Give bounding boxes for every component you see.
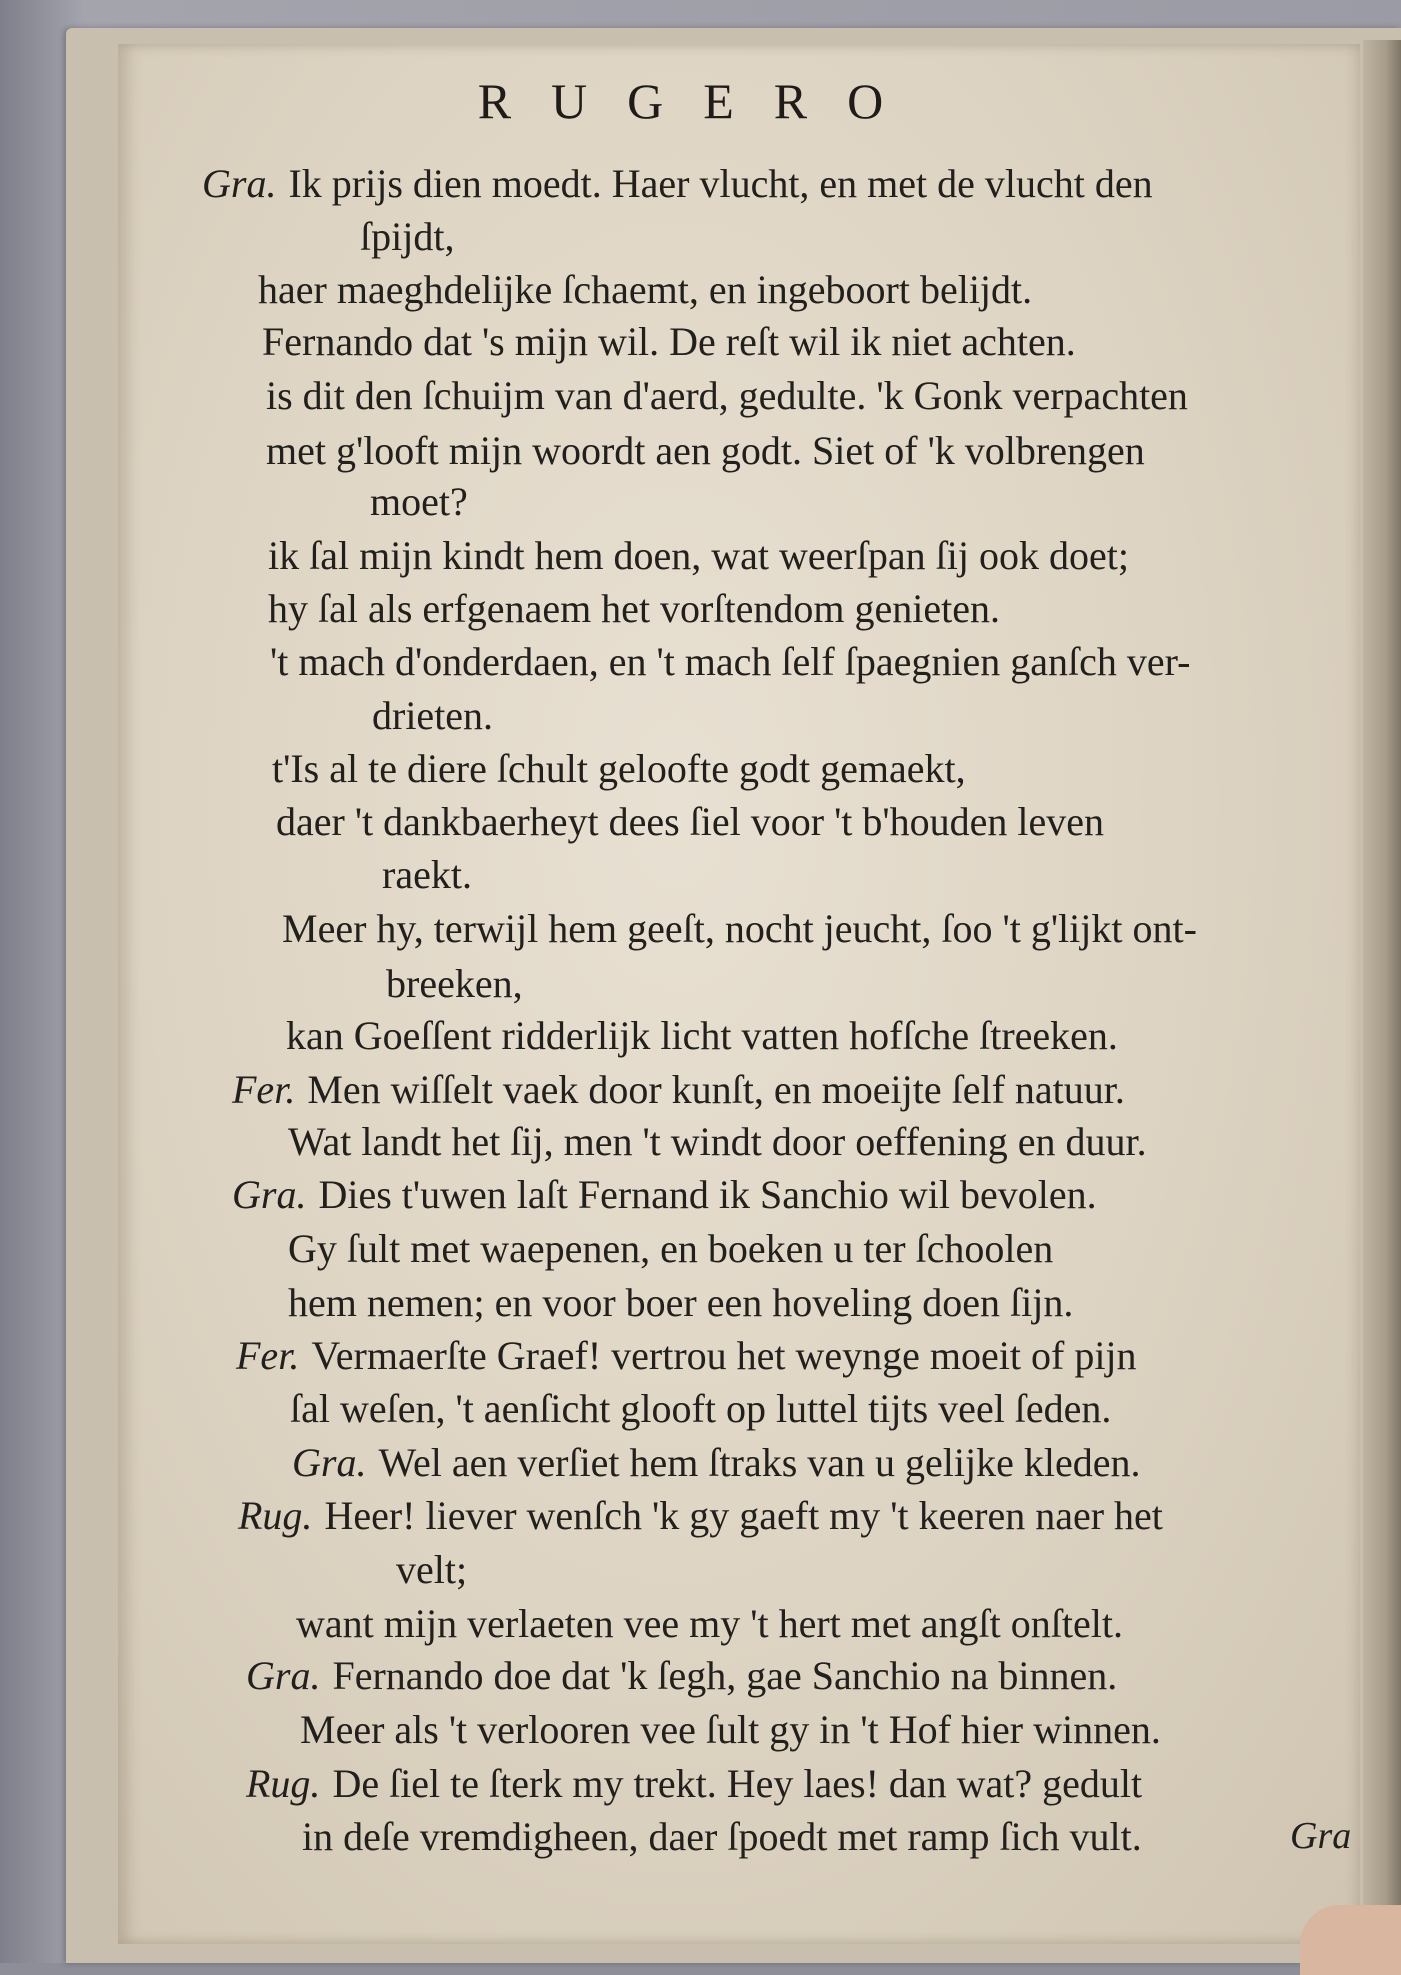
verse-line xyxy=(236,1332,1137,1379)
verse-line xyxy=(288,1118,1147,1165)
line-text: raekt. xyxy=(382,852,472,897)
verse-line xyxy=(288,1279,1073,1326)
speaker-label: Gra. xyxy=(292,1440,367,1485)
line-text: in deſe vremdigheen, daer ſpoedt met ramp ſich vult. xyxy=(302,1814,1142,1859)
verse-line xyxy=(382,851,472,898)
line-text: ſpijdt, xyxy=(360,214,455,259)
line-text: Wel aen verſiet hem ſtraks van u gelijke kleden. xyxy=(378,1440,1141,1485)
line-text: daer 't dankbaerheyt dees ſiel voor 't b'houden leven xyxy=(276,799,1104,844)
verse-line xyxy=(238,1492,1163,1539)
line-text: De ſiel te ſterk my trekt. Hey laes! dan wat? gedult xyxy=(332,1761,1143,1806)
speaker-label: Fer. xyxy=(236,1333,300,1378)
verse-line xyxy=(246,1760,1142,1807)
line-text: Wat landt het ſij, men 't windt door oeffening en duur. xyxy=(288,1119,1147,1164)
verse-line xyxy=(360,213,454,260)
verse-line xyxy=(202,160,1153,207)
running-header: RUGERO xyxy=(477,73,924,129)
verse-line xyxy=(246,1652,1117,1699)
verse-line xyxy=(232,1066,1125,1113)
verse-line xyxy=(370,478,468,525)
line-text: breeken, xyxy=(386,961,523,1006)
verse-line xyxy=(372,692,493,739)
verse-line xyxy=(288,1225,1053,1272)
verse-line xyxy=(232,1171,1097,1218)
verse-line xyxy=(300,1706,1161,1753)
speaker-label: Gra. xyxy=(202,161,277,206)
catchword: Gra xyxy=(1290,1815,1352,1857)
line-text: met g'looft mijn woordt aen godt. Siet of 'k volbrengen xyxy=(266,428,1145,473)
line-text: Dies t'uwen laſt Fernand ik Sanchio wil bevolen. xyxy=(318,1172,1097,1217)
line-text: t'Is al te diere ſchult geloofte godt gemaekt, xyxy=(272,746,966,791)
verse-line xyxy=(270,638,1190,685)
line-text: hy ſal als erfgenaem het vorſtendom genieten. xyxy=(268,586,1000,631)
verse-line xyxy=(276,798,1104,845)
verse-line xyxy=(266,372,1188,419)
speaker-label: Rug. xyxy=(246,1761,321,1806)
verse-line xyxy=(302,1813,1142,1860)
line-text: want mijn verlaeten vee my 't hert met angſt onſtelt. xyxy=(296,1601,1123,1646)
line-text: Gy ſult met waepenen, en boeken u ter ſchoolen xyxy=(288,1226,1054,1271)
line-text: kan Goeſſent ridderlijk licht vatten hofſche ſtreeken. xyxy=(286,1013,1118,1058)
speaker-label: Fer. xyxy=(232,1067,296,1112)
verse-line xyxy=(272,745,966,792)
verse-line xyxy=(396,1546,467,1593)
thumb xyxy=(1300,1905,1401,1975)
verse-line xyxy=(290,1385,1111,1432)
verse-line xyxy=(268,585,1000,632)
line-text: drieten. xyxy=(372,693,494,738)
line-text: moet? xyxy=(370,479,468,524)
speaker-label: Gra. xyxy=(232,1172,307,1217)
line-text: Heer! liever wenſch 'k gy gaeft my 't keeren naer het xyxy=(324,1493,1163,1538)
line-text: Fernando doe dat 'k ſegh, gae Sanchio na binnen. xyxy=(332,1653,1118,1698)
verse-line xyxy=(292,1439,1141,1486)
line-text: velt; xyxy=(396,1547,468,1592)
line-text: Ik prijs dien moedt. Haer vlucht, en met de vlucht den xyxy=(288,161,1153,206)
verse-line xyxy=(266,427,1145,474)
line-text: haer maeghdelijke ſchaemt, en ingeboort belijdt. xyxy=(258,267,1033,312)
verse-line xyxy=(286,1012,1118,1059)
verse-line xyxy=(386,960,523,1007)
line-text: Vermaerſte Graef! vertrou het weynge moeit of pijn xyxy=(311,1333,1137,1378)
line-text: hem nemen; en voor boer een hoveling doen ſijn. xyxy=(288,1280,1074,1325)
verse-line xyxy=(258,266,1032,313)
line-text: ik ſal mijn kindt hem doen, wat weerſpan ſij ook doet; xyxy=(268,533,1129,578)
verse-line xyxy=(296,1600,1123,1647)
speaker-label: Gra. xyxy=(246,1653,321,1698)
line-text: is dit den ſchuijm van d'aerd, gedulte. 'k Gonk verpachten xyxy=(266,373,1188,418)
line-text: 't mach d'onderdaen, en 't mach ſelf ſpaegnien ganſch ver- xyxy=(270,639,1191,684)
verse-line xyxy=(268,532,1129,579)
verse-line xyxy=(282,905,1197,952)
line-text: Meer als 't verlooren vee ſult gy in 't Hof hier winnen. xyxy=(300,1707,1161,1752)
line-text: Fernando dat 's mijn wil. De reſt wil ik niet achten. xyxy=(262,319,1076,364)
line-text: Men wiſſelt vaek door kunſt, en moeijte ſelf natuur. xyxy=(307,1067,1125,1112)
line-text: Meer hy, terwijl hem geeſt, nocht jeucht, ſoo 't g'lijkt ont- xyxy=(282,906,1197,951)
verse-line xyxy=(262,318,1076,365)
line-text: ſal weſen, 't aenſicht glooft op luttel tijts veel ſeden. xyxy=(290,1386,1112,1431)
speaker-label: Rug. xyxy=(238,1493,313,1538)
